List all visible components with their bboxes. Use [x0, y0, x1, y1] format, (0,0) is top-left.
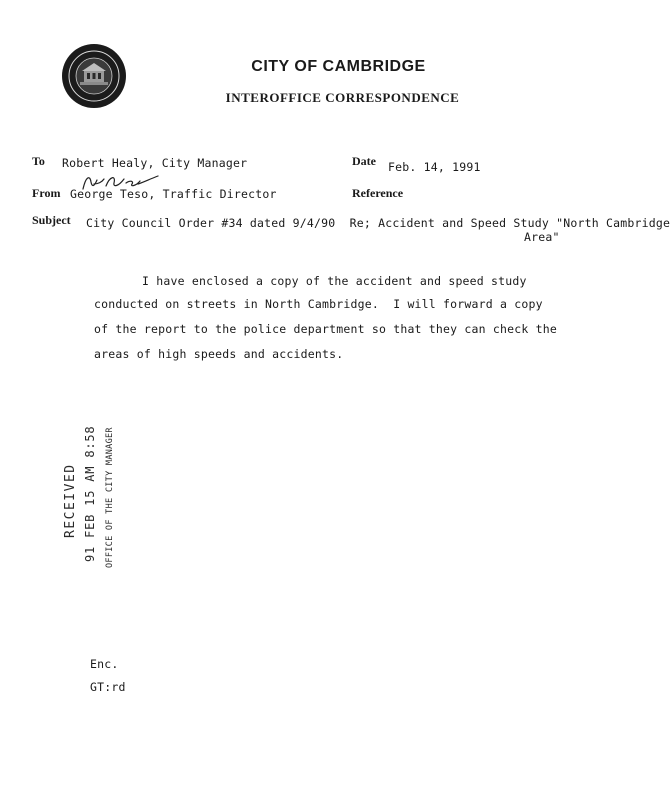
stamp-office: OFFICE OF THE CITY MANAGER [105, 427, 115, 568]
city-title: CITY OF CAMBRIDGE [251, 58, 426, 75]
to-value: Robert Healy, City Manager [62, 156, 248, 170]
subject-value-line2: Area" [524, 230, 560, 244]
date-label: Date [352, 154, 376, 168]
body-line-2: conducted on streets in North Cambridge. I will forward a copy [94, 297, 543, 311]
subject-label: Subject [32, 213, 71, 227]
body-line-4: areas of high speeds and accidents. [94, 347, 344, 361]
stamp-received: RECEIVED [63, 463, 78, 538]
date-value: Feb. 14, 1991 [388, 160, 481, 174]
to-label: To [32, 154, 45, 168]
typist-initials: GT:rd [90, 680, 126, 694]
body-line-1: I have enclosed a copy of the accident and speed study [142, 274, 527, 288]
document-type-heading: INTEROFFICE CORRESPONDENCE [225, 90, 460, 105]
handwritten-signature [80, 172, 160, 194]
enclosure-note: Enc. [90, 657, 119, 671]
from-label: From [32, 186, 61, 200]
reference-label: Reference [352, 186, 404, 200]
stamp-datetime: 91 FEB 15 AM 8:58 [83, 425, 97, 562]
subject-value-line1: City Council Order #34 dated 9/4/90 Re; Accident and Speed Study "North Cambridge [86, 216, 670, 230]
from-value: George Teso, Traffic Director [70, 187, 277, 201]
received-stamp [60, 420, 130, 570]
body-line-3: of the report to the police department so that they can check the [94, 322, 558, 336]
